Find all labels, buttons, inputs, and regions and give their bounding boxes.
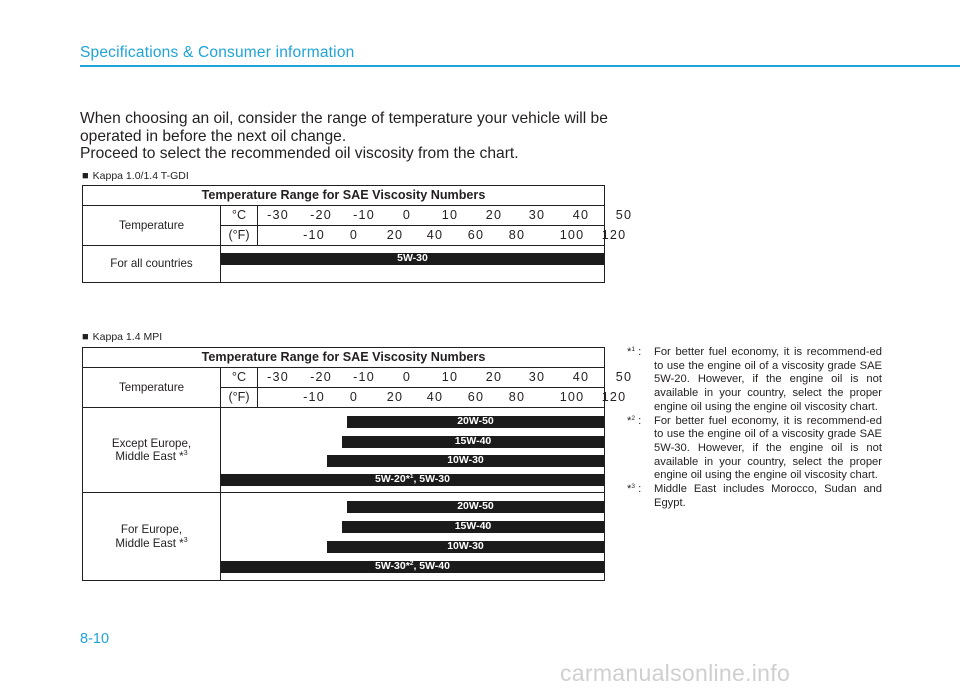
viscosity-bar-15w40: 15W-40: [342, 436, 604, 448]
viscosity-bar-20w50: 20W-50: [347, 501, 604, 513]
region-label: For all countries: [83, 246, 221, 282]
tick-label: 30: [528, 208, 546, 222]
footnote-text: Middle East includes Morocco, Sudan and Egypt.: [654, 483, 882, 509]
region-label: [83, 493, 221, 580]
viscosity-table-mpi: [82, 347, 633, 581]
fahrenheit-ticks: [258, 388, 627, 407]
tick-label: 0: [349, 228, 359, 242]
region-label-line-1: For Europe,: [120, 523, 183, 536]
temperature-label: Temperature: [83, 368, 221, 407]
viscosity-table-tgdi: [82, 185, 633, 283]
viscosity-bars: [221, 246, 604, 282]
footnote-ref: 3: [183, 536, 188, 544]
celsius-unit: °C: [221, 206, 258, 225]
temperature-scale: [221, 206, 633, 245]
tick-label: 0: [402, 208, 412, 222]
tick-label: 20: [386, 228, 404, 242]
oil-row-except-europe: [83, 408, 604, 493]
engine-label-kappa-tgdi: [82, 170, 189, 182]
footnotes: [627, 346, 882, 510]
region-label-line-2: Middle East *: [115, 450, 184, 463]
fahrenheit-ticks: [258, 226, 627, 245]
viscosity-bar-20w50: 20W-50: [347, 416, 604, 428]
tick-label: 20: [485, 370, 503, 384]
tick-label: 60: [467, 228, 485, 242]
square-bullet-icon: ■: [82, 331, 89, 343]
footnote-3: [627, 483, 882, 510]
tick-label: 80: [508, 228, 526, 242]
viscosity-bars: [221, 408, 604, 492]
intro-line-2: operated in before the next oil change.: [80, 127, 347, 145]
tick-label: 120: [601, 228, 627, 242]
tick-label: 100: [559, 228, 585, 242]
fahrenheit-unit: (°F): [221, 388, 258, 407]
tick-label: 40: [572, 208, 590, 222]
tick-label: 50: [615, 208, 633, 222]
bar-text: 5W-20*: [375, 473, 410, 485]
tick-label: 80: [508, 390, 526, 404]
tick-label: 30: [528, 370, 546, 384]
viscosity-bar-10w30: 10W-30: [327, 455, 604, 467]
tick-label: 0: [402, 370, 412, 384]
watermark: carmanualsonline.info: [560, 660, 791, 686]
region-label-line-2: Middle East *: [115, 536, 184, 550]
tick-label: 10: [441, 370, 459, 384]
table-heading: Temperature Range for SAE Viscosity Numbers: [83, 348, 604, 368]
viscosity-bar-5w30-5w40: [221, 561, 604, 573]
tick-label: -20: [310, 370, 332, 384]
footnote-marker: *$^1$ :: [627, 346, 642, 358]
tick-label: -10: [303, 228, 325, 242]
tick-label: 50: [615, 370, 633, 384]
tick-label: 40: [426, 390, 444, 404]
tick-label: -10: [353, 370, 375, 384]
page-number: 8-10: [80, 631, 110, 647]
footnote-marker: *$^2$ :: [627, 414, 642, 427]
temperature-row: [83, 368, 633, 408]
footnote-marker: *$^3$ :: [627, 483, 642, 496]
footnote-text: For better fuel economy, it is recommend-ed to use the engine oil of a viscosity grade SAE 5W-30. However, if the engine oil is not available in your country, select the proper engine oil using the engine oil viscosity chart.: [654, 414, 882, 482]
table-heading: Temperature Range for SAE Viscosity Numbers: [83, 186, 604, 206]
engine-label-text: Kappa 1.0/1.4 T-GDI: [92, 170, 189, 182]
tick-label: 0: [349, 390, 359, 404]
temperature-row: [83, 206, 633, 246]
tick-label: 20: [485, 208, 503, 222]
viscosity-bar-15w40: 15W-40: [342, 521, 604, 533]
celsius-ticks: [258, 206, 633, 225]
tick-label: 60: [467, 390, 485, 404]
intro-line-1: When choosing an oil, consider the range of temperature your vehicle will be: [80, 110, 608, 127]
section-title: Specifications & Consumer information: [80, 44, 355, 61]
bar-text: 5W-30*: [375, 560, 410, 572]
tick-label: 120: [601, 390, 627, 404]
footnote-2: [627, 415, 882, 484]
oil-row-all-countries: [83, 246, 604, 282]
footnote-1: [627, 346, 882, 415]
tick-label: -20: [310, 208, 332, 222]
viscosity-bar-5w30: 5W-30: [221, 253, 604, 265]
footnote-ref: 3: [183, 450, 188, 457]
intro-line-3: Proceed to select the recommended oil viscosity from the chart.: [80, 145, 519, 162]
region-label: [83, 408, 221, 492]
footnote-ref: 2: [409, 560, 414, 567]
tick-label: 100: [559, 390, 585, 404]
region-label-line-1: Except Europe,: [111, 436, 192, 450]
footnote-ref: 1: [409, 473, 414, 480]
square-bullet-icon: ■: [82, 170, 89, 182]
viscosity-bar-10w30: 10W-30: [327, 541, 604, 553]
viscosity-bars: [221, 493, 604, 580]
tick-label: 10: [441, 208, 459, 222]
temperature-label: Temperature: [83, 206, 221, 245]
celsius-unit: °C: [221, 368, 258, 387]
header-rule: [80, 65, 960, 67]
temperature-scale: [221, 368, 633, 407]
footnote-text: For better fuel economy, it is recommend-ed to use the engine oil of a viscosity grade SAE 5W-20. However, if the engine oil is not available in your country, select the proper engine oil using the engine oil viscosity chart.: [654, 346, 882, 413]
engine-label-kappa-mpi: [82, 331, 162, 343]
tick-label: 20: [386, 390, 404, 404]
tick-label: 40: [426, 228, 444, 242]
tick-label: -10: [303, 390, 325, 404]
tick-label: -10: [353, 208, 375, 222]
fahrenheit-unit: (°F): [221, 226, 258, 245]
bar-text: , 5W-30: [413, 473, 450, 485]
tick-label: 40: [572, 370, 590, 384]
intro-text: [80, 110, 608, 163]
viscosity-bar-5w20-5w30: [221, 474, 604, 486]
tick-label: -30: [267, 208, 289, 222]
tick-label: -30: [267, 370, 289, 384]
celsius-ticks: [258, 368, 633, 387]
bar-text: , 5W-40: [413, 560, 450, 572]
engine-label-text: Kappa 1.4 MPI: [92, 331, 163, 343]
oil-row-europe: [83, 493, 604, 580]
